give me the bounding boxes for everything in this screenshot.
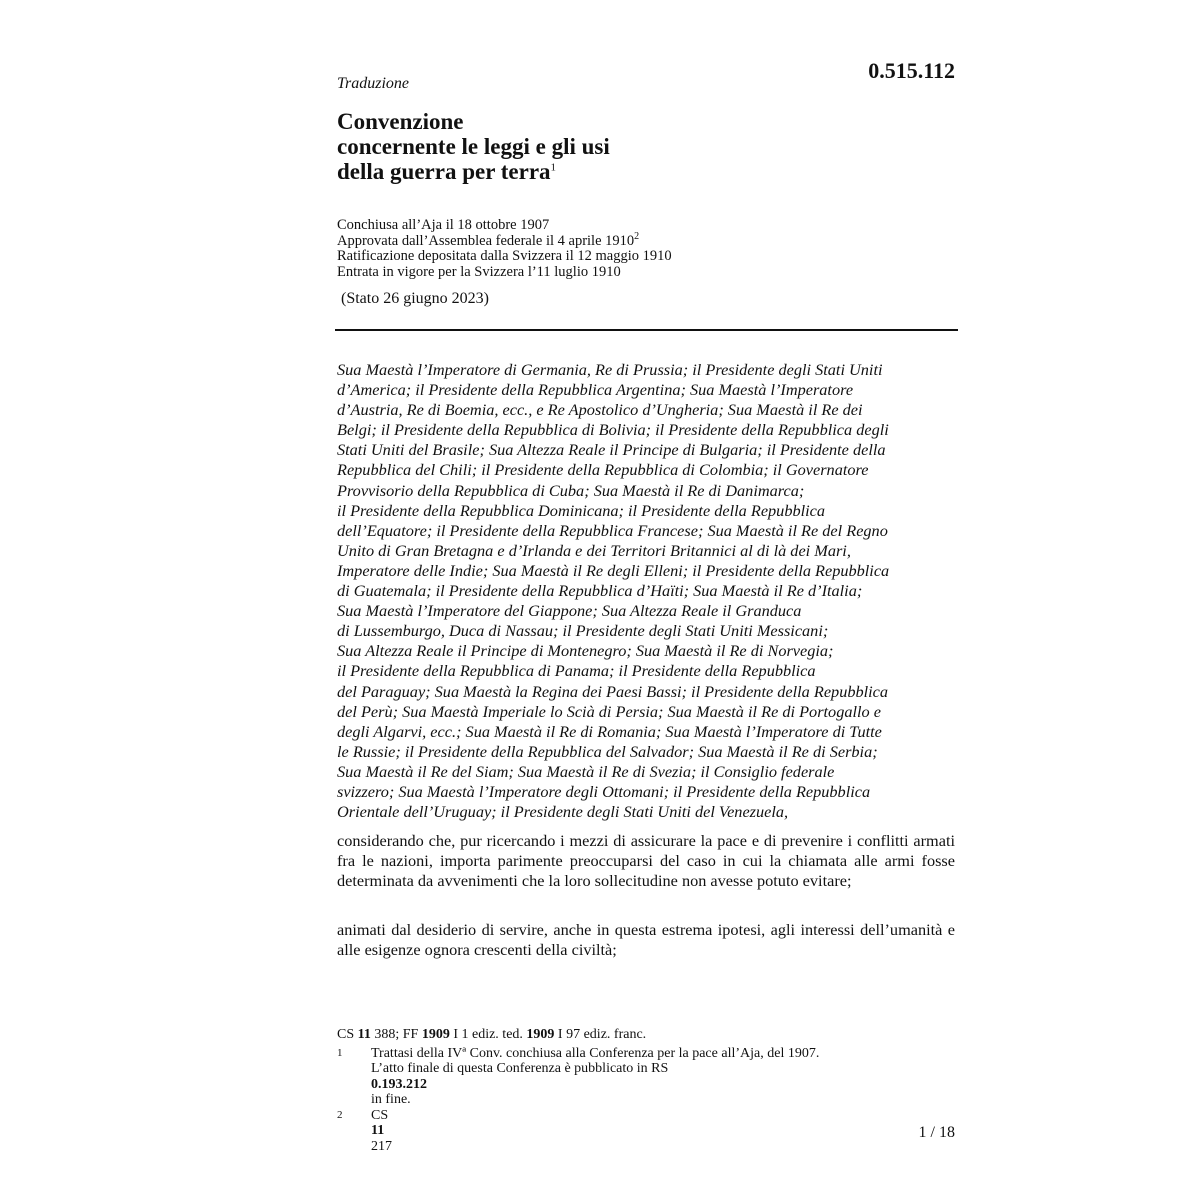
preamble-line: Belgi; il Presidente della Repubblica di Bolivia; il Presidente della Repubblica degli: [337, 420, 889, 440]
title-line-1: Convenzione: [337, 109, 464, 134]
header-divider: [335, 329, 958, 331]
preamble-line: di Lussemburgo, Duca di Nassau; il Presidente degli Stati Uniti Messicani;: [337, 621, 829, 641]
footnote-2-cs-page: 217: [371, 1138, 392, 1154]
preamble-line: il Presidente della Repubblica di Panama; il Presidente della Repubblica: [337, 661, 816, 681]
preamble-line: Unito di Gran Bretagna e d’Irlanda e dei Territori Britannici al di là dei Mari,: [337, 540, 851, 560]
preamble-line: Orientale dell’Uruguay; il Presidente degli Stati Uniti del Venezuela,: [337, 802, 789, 822]
preamble-line: Repubblica del Chili; il Presidente della Repubblica di Colombia; il Governatore: [337, 460, 869, 480]
footnote-1-line-1: Trattasi della IVª Conv. conchiusa alla Conferenza per la pace all’Aja, del 1907.: [371, 1045, 820, 1061]
concluded-date: Conchiusa all’Aja il 18 ottobre 1907: [337, 217, 550, 233]
cs-volume: 11: [357, 1027, 371, 1042]
footnote-2-cs-volume: 11: [371, 1123, 385, 1138]
preamble-line: di Guatemala; il Presidente della Repubblica d’Haïti; Sua Maestà il Re d’Italia;: [337, 581, 863, 601]
preamble-line: Sua Maestà l’Imperatore del Giappone; Sua Altezza Reale il Granduca: [337, 601, 802, 621]
footnote-1-line-2-start: L’atto finale di questa Conferenza è pubblicato in RS: [371, 1061, 669, 1076]
status-date: (Stato 26 giugno 2023): [341, 290, 489, 307]
page-number: 1 / 18: [918, 1124, 955, 1141]
footnote-1: [337, 1046, 957, 1108]
cs-page: 388; FF: [374, 1027, 419, 1042]
preamble-line: Stati Uniti del Brasile; Sua Altezza Reale il Principe di Bulgaria; il Presidente della: [337, 440, 886, 460]
title-line-2: concernente le leggi e gli usi: [337, 134, 610, 159]
preamble-line: Sua Altezza Reale il Principe di Montenegro; Sua Maestà il Re di Norvegia;: [337, 641, 834, 661]
ff-year-2: 1909: [526, 1027, 555, 1042]
preamble-line: Provvisorio della Repubblica di Cuba; Sua Maestà il Re di Danimarca;: [337, 480, 805, 500]
document-title: [337, 109, 610, 184]
preamble-line: d’America; il Presidente della Repubblica Argentina; Sua Maestà l’Imperatore: [337, 380, 854, 400]
paragraph-considering: considerando che, pur ricercando i mezzi di assicurare la pace e di prevenire i conflitti armati fra le nazioni, importa parimente preoccuparsi del caso in cui la chiamata alle armi fosse determinata da avvenimenti che la loro sollecitudine non avesse potuto evitare;: [337, 831, 955, 891]
approved-footnote-ref[interactable]: 2: [634, 230, 640, 242]
preamble-line: del Paraguay; Sua Maestà la Regina dei Paesi Bassi; il Presidente della Repubblica: [337, 681, 889, 701]
rs-link[interactable]: 0.193.212: [371, 1076, 427, 1092]
title-line-3: [337, 159, 610, 184]
preamble-line: degli Algarvi, ecc.; Sua Maestà il Re di Romania; Sua Maestà l’Imperatore di Tutte: [337, 721, 882, 741]
preamble-line: Sua Maestà l’Imperatore di Germania, Re di Prussia; il Presidente degli Stati Uniti: [337, 360, 883, 379]
footnote-source: [337, 1027, 957, 1043]
preamble-line: il Presidente della Repubblica Dominicana; il Presidente della Repubblica: [337, 500, 826, 520]
preamble-line: svizzero; Sua Maestà l’Imperatore degli Ottomani; il Presidente della Repubblica: [337, 781, 871, 801]
footnote-2-text: [371, 1108, 957, 1155]
paragraph-animated: animati dal desiderio di servire, anche in questa estrema ipotesi, agli interessi dell’umanità e alle esigenze ognora crescenti della civiltà;: [337, 920, 955, 960]
footnote-2-number: 2: [337, 1108, 343, 1121]
title-line-3-text: della guerra per terra: [337, 159, 551, 184]
footnote-1-line-2: [371, 1061, 957, 1108]
preamble-line: del Perù; Sua Maestà Imperiale lo Scià di Persia; Sua Maestà il Re di Portogallo e: [337, 701, 881, 721]
ff-year-1: 1909: [421, 1027, 450, 1042]
preamble-line: Imperatore delle Indie; Sua Maestà il Re degli Elleni; il Presidente della Repubblica: [337, 560, 890, 580]
translation-label: Traduzione: [337, 75, 410, 92]
ff-end: I 97 ediz. franc.: [557, 1027, 647, 1042]
treaty-dates: [337, 218, 672, 280]
approved-date: [337, 230, 672, 250]
preamble-parties: [337, 360, 959, 822]
footnote-1-line-2-end: in fine.: [371, 1092, 411, 1107]
preamble-line: d’Austria, Re di Boemia, ecc., e Re Apostolico d’Ungheria; Sua Maestà il Re dei: [337, 400, 863, 420]
title-footnote-ref[interactable]: 1: [550, 161, 557, 174]
ratification-date: Ratificazione depositata dalla Svizzera il 12 maggio 1910: [337, 248, 672, 264]
approved-text: Approvata dall’Assemblea federale il 4 aprile 1910: [337, 232, 635, 249]
footnote-2: [337, 1108, 957, 1155]
footnote-1-number: 1: [337, 1046, 343, 1059]
entry-into-force-date: Entrata in vigore per la Svizzera l’11 luglio 1910: [337, 263, 621, 280]
sr-number: 0.515.112: [868, 58, 955, 83]
cs-label: CS: [337, 1027, 355, 1042]
ff-mid: I 1 ediz. ted.: [453, 1027, 523, 1042]
footnotes: [337, 1027, 957, 1154]
preamble-line: le Russie; il Presidente della Repubblica del Salvador; Sua Maestà il Re di Serbia;: [337, 741, 878, 761]
preamble-line: dell’Equatore; il Presidente della Repubblica Francese; Sua Maestà il Re del Regno: [337, 520, 888, 540]
footnote-2-cs-label: CS: [371, 1107, 389, 1123]
preamble-line: Sua Maestà il Re del Siam; Sua Maestà il Re di Svezia; il Consiglio federale: [337, 761, 835, 781]
